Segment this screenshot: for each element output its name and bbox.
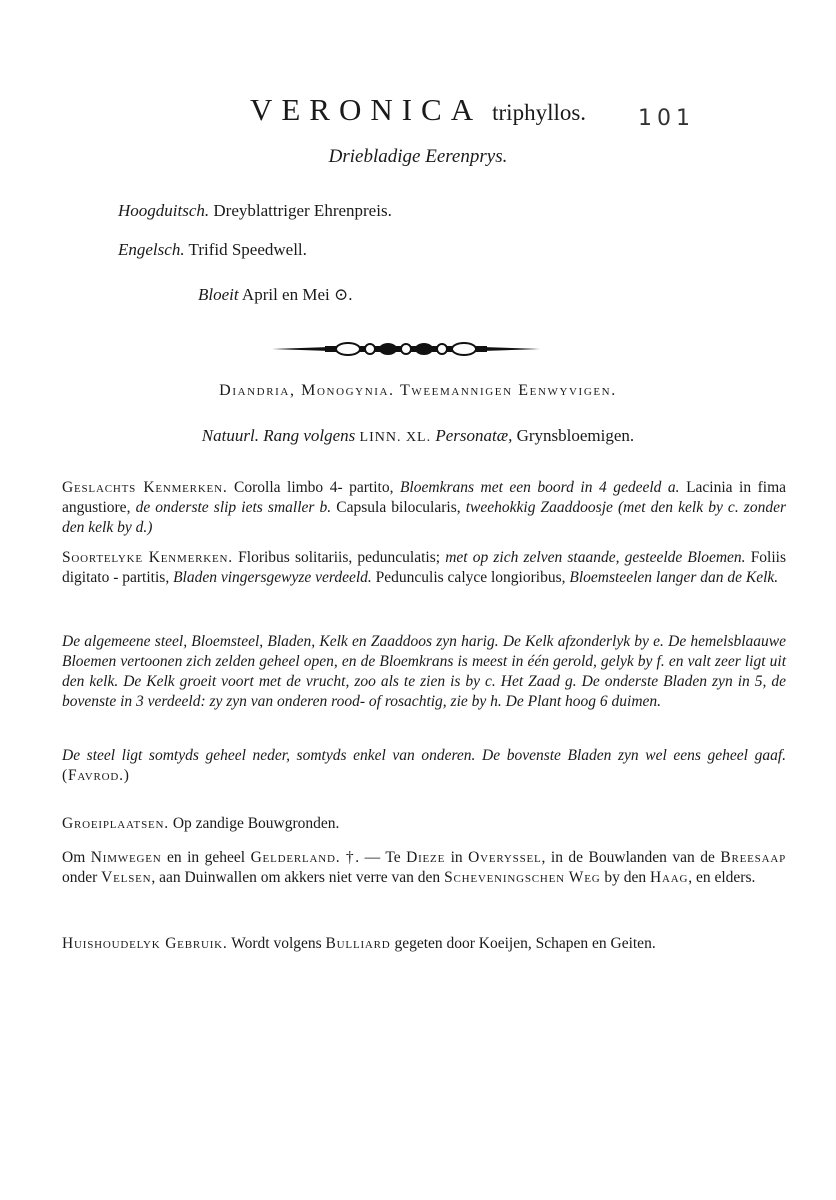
german-label: Hoogduitsch.	[118, 201, 210, 220]
note-text: De steel ligt somtyds geheel neder, somtyds enkel van onderen. De bovenste Bladen zyn wel eens geheel gaaf.	[62, 747, 786, 764]
rank-linn: LINN. XL.	[359, 430, 432, 445]
habitat-text: Op zandige Bouwgronden.	[172, 815, 340, 832]
usage-text: gegeten door Koeijen, Schapen en Geiten.	[394, 935, 656, 952]
genus-characters-paragraph	[62, 478, 786, 538]
place-name: Nimwegen	[90, 849, 162, 866]
usage-author: Bulliard	[325, 935, 391, 952]
locations-paragraph	[62, 848, 786, 888]
loc-text: , aan Duinwallen om akkers niet verre van den	[151, 869, 441, 886]
species-latin-2: Foliis digitato - partitis,	[62, 549, 787, 586]
dutch-name: Driebladige Eerenprys.	[328, 146, 508, 167]
note-source: (Favrod.)	[62, 767, 130, 784]
species-dutch-2: Bladen vingersgewyze verdeeld.	[173, 569, 372, 586]
german-name: Dreyblattriger Ehrenpreis.	[213, 201, 392, 220]
loc-text: in	[450, 849, 463, 866]
place-name: Weg	[568, 869, 601, 886]
species-latin-1: Floribus solitariis, pedunculatis;	[238, 549, 441, 566]
place-name: Gelderland.	[250, 849, 341, 866]
loc-text: by den	[604, 869, 647, 886]
loc-text: , en elders.	[688, 869, 756, 886]
flowering-value: April en Mei ⊙.	[241, 285, 353, 304]
english-name-line	[118, 240, 307, 260]
page-number: 101	[638, 106, 695, 131]
classification: Diandria, Monogynia. Tweemannigen Eenwyvigen.	[219, 382, 617, 399]
ornament-divider	[270, 338, 542, 360]
place-name: Velsen	[101, 869, 152, 886]
loc-text: en in geheel	[166, 849, 246, 866]
rank-dutch: Grynsbloemigen.	[516, 426, 635, 445]
place-name: Haag	[650, 869, 689, 886]
rank-label: Natuurl. Rang volgens	[201, 426, 356, 445]
loc-text: †. — Te	[345, 849, 401, 866]
species-characters-paragraph	[62, 548, 786, 588]
genus-dutch-2: de onderste slip iets smaller b.	[135, 499, 332, 516]
genus-dutch-3: tweehokkig Zaaddoosje (met den kelk by c. zonder den kelk by d.)	[62, 499, 786, 536]
species-dutch-1: met op zich zelven staande, gesteelde Bloemen.	[445, 549, 746, 566]
place-name: Breesaap	[720, 849, 786, 866]
flowering-label: Bloeit	[198, 285, 239, 304]
loc-text: , in de Bouwlanden van de	[541, 849, 715, 866]
genus-latin-3: Capsula bilocularis,	[336, 499, 461, 516]
usage-heading: Huishoudelyk Gebruik.	[62, 935, 228, 952]
english-name: Trifid Speedwell.	[188, 240, 307, 259]
description-paragraph: De algemeene steel, Bloemsteel, Bladen, Kelk en Zaaddoos zyn harig. De Kelk afzonderlyk by e. De hemelsblaauwe Bloemen vertoonen zich zelden geheel open, en de Bloemkrans is meest in één gerold, gelyk by f. en valt zeer ligt uit den kelk. De Kelk groeit voort met de vrucht, zoo als te zien is by c. Het Zaad g. De onderste Bladen zyn in 5, de bovenste in 3 verdeeld: zy zyn van onderen rood- of rosachtig, zie by h. De Plant hoog 6 duimen.	[62, 633, 786, 710]
species-characters-heading: Soortelyke Kenmerken.	[62, 549, 233, 566]
habitat-paragraph	[62, 814, 786, 834]
species-dutch-3: Bloemsteelen langer dan de Kelk.	[569, 569, 779, 586]
loc-text: onder	[62, 869, 98, 886]
german-name-line	[118, 201, 392, 221]
english-label: Engelsch.	[118, 240, 185, 259]
place-name: Scheveningschen	[444, 869, 565, 886]
genus-latin-2: Lacinia in fima angustiore,	[62, 479, 787, 516]
title-row	[0, 92, 836, 128]
species-latin-3: Pedunculis calyce longioribus,	[375, 569, 566, 586]
flowering-line	[198, 285, 352, 305]
place-name: Dieze	[406, 849, 446, 866]
usage-text: Wordt volgens	[231, 935, 322, 952]
natural-rank	[0, 426, 836, 446]
note-paragraph	[62, 746, 786, 786]
habitat-heading: Groeiplaatsen.	[62, 815, 169, 832]
genus-title: VERONICA	[249, 92, 483, 127]
loc-text: Om	[62, 849, 86, 866]
genus-dutch-1: Bloemkrans met een boord in 4 gedeeld a.	[399, 479, 680, 496]
genus-latin-1: Corolla limbo 4- partito,	[234, 479, 394, 496]
rank-order: Personatæ,	[435, 426, 513, 445]
usage-paragraph	[62, 934, 786, 954]
genus-characters-heading: Geslachts Kenmerken.	[62, 479, 228, 496]
place-name: Overyssel	[468, 849, 542, 866]
species-title: triphyllos.	[492, 100, 587, 125]
